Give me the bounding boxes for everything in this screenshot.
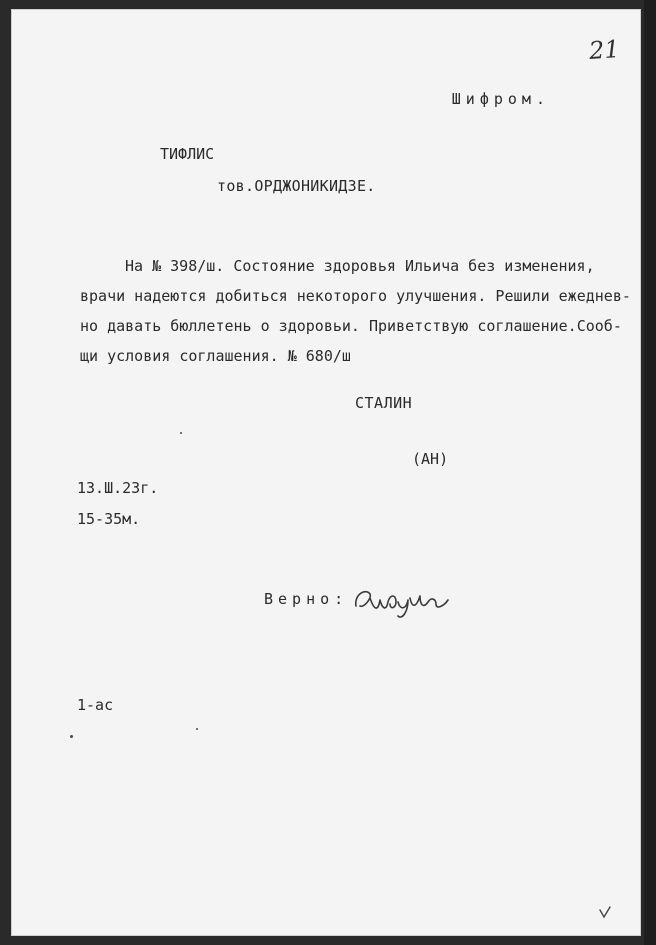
body-line: щи условия соглашения. № 680/ш bbox=[80, 347, 351, 365]
ink-speck bbox=[196, 728, 198, 730]
copy-code: 1-ас bbox=[77, 696, 114, 714]
ink-speck bbox=[70, 735, 73, 738]
scan-border bbox=[644, 0, 656, 945]
sender-name: СТАЛИН bbox=[355, 394, 413, 412]
message-body bbox=[80, 251, 640, 371]
cipher-note: Шифром. bbox=[451, 90, 550, 108]
ink-speck bbox=[180, 432, 182, 434]
page-number: 21 bbox=[588, 34, 621, 66]
handwritten-signature bbox=[352, 576, 452, 626]
typist-initials: (АН) bbox=[412, 450, 449, 468]
document-page bbox=[12, 10, 640, 935]
certified-label: Верно: bbox=[264, 590, 349, 608]
date: 13.Ш.23г. bbox=[77, 479, 159, 497]
body-line: но давать бюллетень о здоровьи. Приветствую соглашение.Сооб- bbox=[80, 317, 622, 335]
time: 15-35м. bbox=[77, 510, 141, 528]
checkmark-icon bbox=[598, 905, 612, 919]
body-line: На № 398/ш. Состояние здоровья Ильича без изменения, bbox=[125, 257, 595, 275]
body-line: врачи надеются добиться некоторого улучшения. Решили ежеднев- bbox=[80, 287, 631, 305]
destination-city: ТИФЛИС bbox=[160, 145, 215, 163]
addressee: тов.ОРДЖОНИКИДЗЕ. bbox=[217, 177, 376, 195]
